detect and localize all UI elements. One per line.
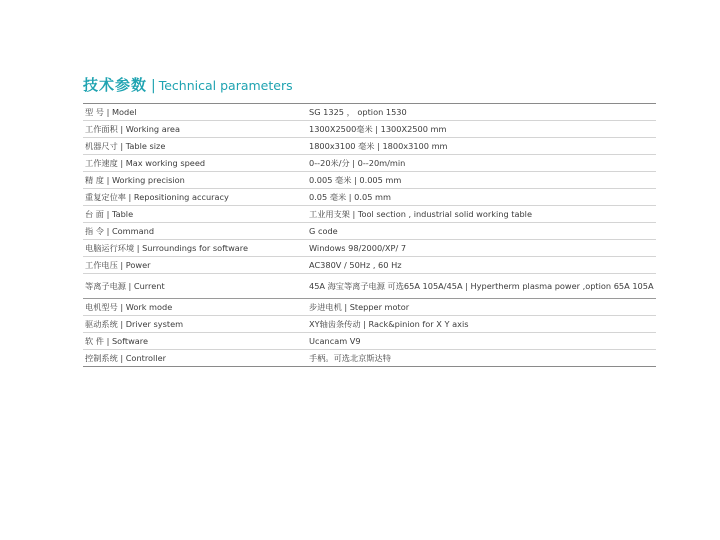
table-row [83, 206, 656, 223]
param-value: G code [307, 223, 656, 240]
parameters-table [83, 103, 656, 367]
param-label: 台 面 | Table [83, 206, 307, 223]
param-value: 0.05 毫米 | 0.05 mm [307, 189, 656, 206]
param-value: Windows 98/2000/XP/ 7 [307, 240, 656, 257]
param-value: 45A 海宝等离子电源 可选65A 105A/45A | Hypertherm plasma power ,option 65A 105A [307, 274, 656, 299]
title-english: Technical parameters [158, 78, 293, 93]
table-row [83, 121, 656, 138]
param-label: 工作电压 | Power [83, 257, 307, 274]
section-title [83, 74, 293, 96]
param-label: 指 令 | Command [83, 223, 307, 240]
param-label: 型 号 | Model [83, 104, 307, 121]
param-value: SG 1325 ， option 1530 [307, 104, 656, 121]
table-row [83, 257, 656, 274]
param-value: 工业用支架 | Tool section , industrial solid working table [307, 206, 656, 223]
table-row [83, 333, 656, 350]
param-value: 0--20米/分 | 0--20m/min [307, 155, 656, 172]
param-label: 电脑运行环境 | Surroundings for software [83, 240, 307, 257]
param-label: 机器尺寸 | Table size [83, 138, 307, 155]
param-value: 手柄。可选北京斯达特 [309, 352, 391, 363]
table-row [83, 172, 656, 189]
table-row [83, 350, 656, 367]
table-row [83, 274, 656, 299]
table-row [83, 104, 656, 121]
param-label: 等离子电源 | Current [83, 274, 307, 299]
param-value: Ucancam V9 [307, 333, 656, 350]
param-label: 工作速度 | Max working speed [83, 155, 307, 172]
param-label: 精 度 | Working precision [83, 172, 307, 189]
title-separator: | [151, 78, 156, 94]
param-value: 1300X2500毫米 | 1300X2500 mm [307, 121, 656, 138]
param-label: 控制系统 | Controller [85, 352, 166, 363]
param-value: 步进电机 | Stepper motor [307, 299, 656, 316]
table-row [83, 189, 656, 206]
param-label: 驱动系统 | Driver system [83, 316, 307, 333]
param-value: AC380V / 50Hz , 60 Hz [307, 257, 656, 274]
param-value: XY轴齿条传动 | Rack&pinion for X Y axis [307, 316, 656, 333]
param-value: 0.005 毫米 | 0.005 mm [307, 172, 656, 189]
table-row [83, 299, 656, 316]
param-label: 重复定位率 | Repositioning accuracy [83, 189, 307, 206]
table-row [83, 138, 656, 155]
param-label: 工作面积 | Working area [83, 121, 307, 138]
table-row [83, 316, 656, 333]
param-label: 电机型号 | Work mode [83, 299, 307, 316]
table-row [83, 223, 656, 240]
param-label: 软 件 | Software [83, 333, 307, 350]
title-chinese: 技术参数 [83, 76, 148, 94]
param-value: 1800x3100 毫米 | 1800x3100 mm [307, 138, 656, 155]
table-row [83, 240, 656, 257]
table-row [83, 155, 656, 172]
